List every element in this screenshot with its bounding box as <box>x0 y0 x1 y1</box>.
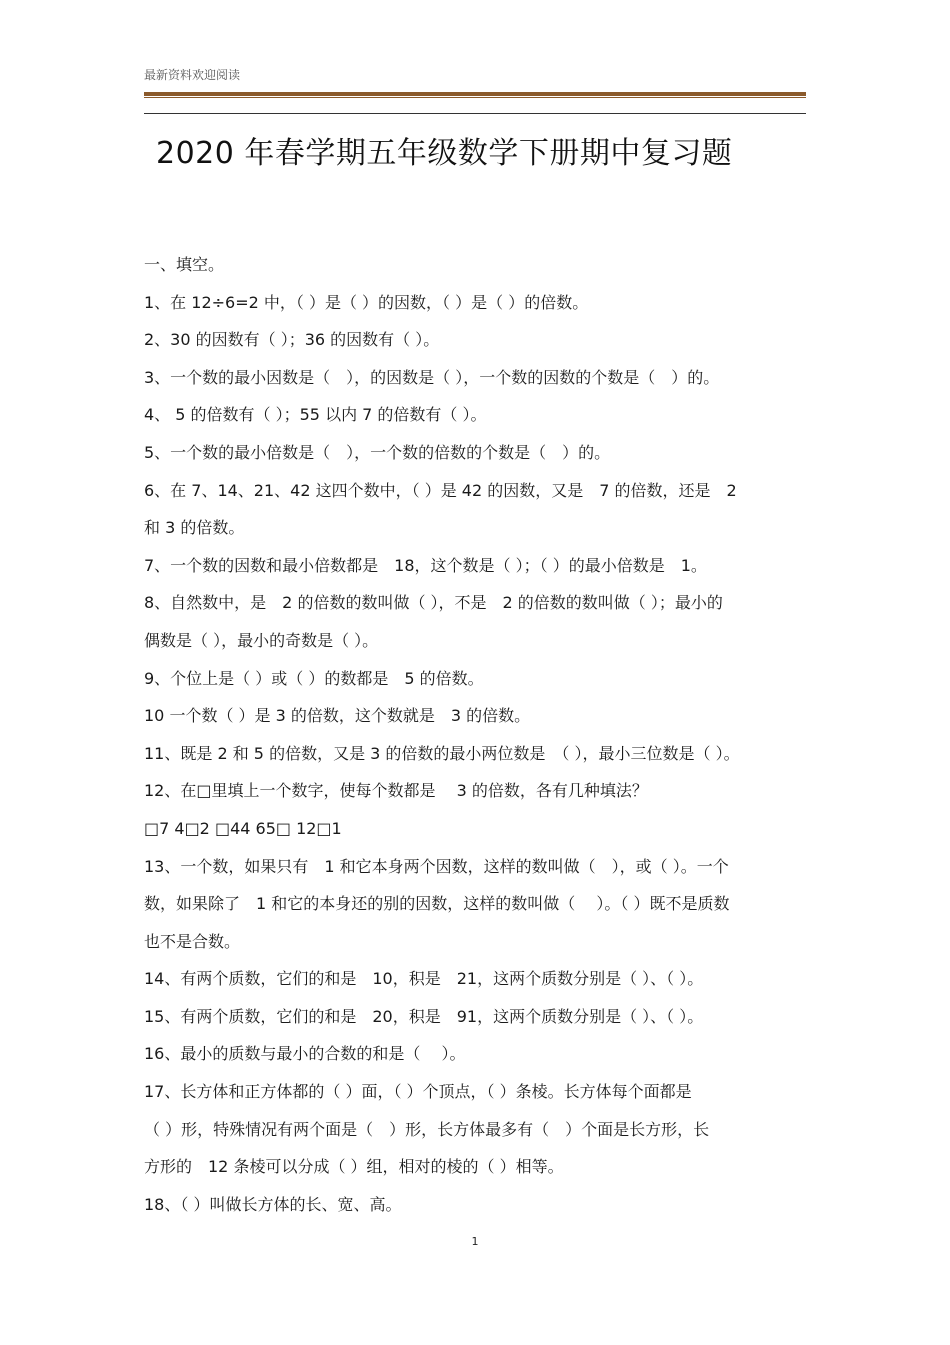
question-line: 2、30 的因数有（ ）；36 的因数有（ ）。 <box>144 330 440 350</box>
page-title: 2020 年春学期五年级数学下册期中复习题 <box>156 136 733 171</box>
question-line: 4、 5 的倍数有（ ）；55 以内 7 的倍数有（ ）。 <box>144 405 487 425</box>
question-line: 6、在 7、14、21、42 这四个数中，（ ）是 42 的因数，又是 7 的倍数，还是 2 <box>144 480 737 500</box>
question-line: 17、长方体和正方体都的（ ）面，（ ）个顶点，（ ）条棱。长方体每个面都是 <box>144 1082 692 1102</box>
content <box>144 246 808 1223</box>
question-line: 14、有两个质数，它们的和是 10，积是 21，这两个质数分别是（ ）、（ ）。 <box>144 969 704 989</box>
question-line: 3、一个数的最小因数是（ ），的因数是（ ），一个数的因数的个数是（ ）的。 <box>144 367 720 387</box>
question-line: 9、个位上是（ ）或（ ）的数都是 5 的倍数。 <box>144 668 484 688</box>
header-rule-thick <box>144 92 806 96</box>
question-line: 方形的 12 条棱可以分成（ ）组，相对的棱的（ ）相等。 <box>144 1157 564 1177</box>
question-line: 11、既是 2 和 5 的倍数，又是 3 的倍数的最小两位数是 （ ），最小三位数是（ ）。 <box>144 743 740 763</box>
question-line: 和 3 的倍数。 <box>144 518 245 538</box>
question-line: 也不是合数。 <box>144 931 241 951</box>
question-line: 16、最小的质数与最小的合数的和是（ ）。 <box>144 1044 466 1064</box>
question-line: 数，如果除了 1 和它的本身还的别的因数，这样的数叫做（ ）。（ ）既不是质数 <box>144 894 730 914</box>
question-line: （ ）形，特殊情况有两个面是（ ）形，长方体最多有（ ）个面是长方形，长 <box>144 1119 710 1139</box>
header-text: 最新资料欢迎阅读 <box>144 68 241 82</box>
question-line: 12、在□里填上一个数字，使每个数都是 3 的倍数，各有几种填法？ <box>144 781 648 801</box>
header-rule-thin <box>144 97 806 98</box>
question-line: 10 一个数（ ）是 3 的倍数，这个数就是 3 的倍数。 <box>144 706 531 726</box>
question-line: 5、一个数的最小倍数是（ ），一个数的倍数的个数是（ ）的。 <box>144 442 611 462</box>
question-line: 18、（ ）叫做长方体的长、宽、高。 <box>144 1194 402 1214</box>
question-line: 1、在 12÷6=2 中，（ ）是（ ）的因数，（ ）是（ ）的倍数。 <box>144 292 589 312</box>
question-line: 8、自然数中，是 2 的倍数的数叫做（ ），不是 2 的倍数的数叫做（ ）；最小的 <box>144 593 723 613</box>
title-rule <box>144 113 806 114</box>
question-line: 7、一个数的因数和最小倍数都是 18，这个数是（ ）；（ ）的最小倍数是 1。 <box>144 555 707 575</box>
question-line: 15、有两个质数，它们的和是 20，积是 91，这两个质数分别是（ ）、（ ）。 <box>144 1006 704 1026</box>
section-heading: 一、填空。 <box>144 255 225 274</box>
question-line: 偶数是（ ），最小的奇数是（ ）。 <box>144 630 379 650</box>
question-line: 13、一个数，如果只有 1 和它本身两个因数，这样的数叫做（ ），或（ ）。一个 <box>144 856 729 876</box>
question-line: □7 4□2 □44 65□ 12□1 <box>144 818 342 838</box>
page-number: 1 <box>471 1235 479 1248</box>
